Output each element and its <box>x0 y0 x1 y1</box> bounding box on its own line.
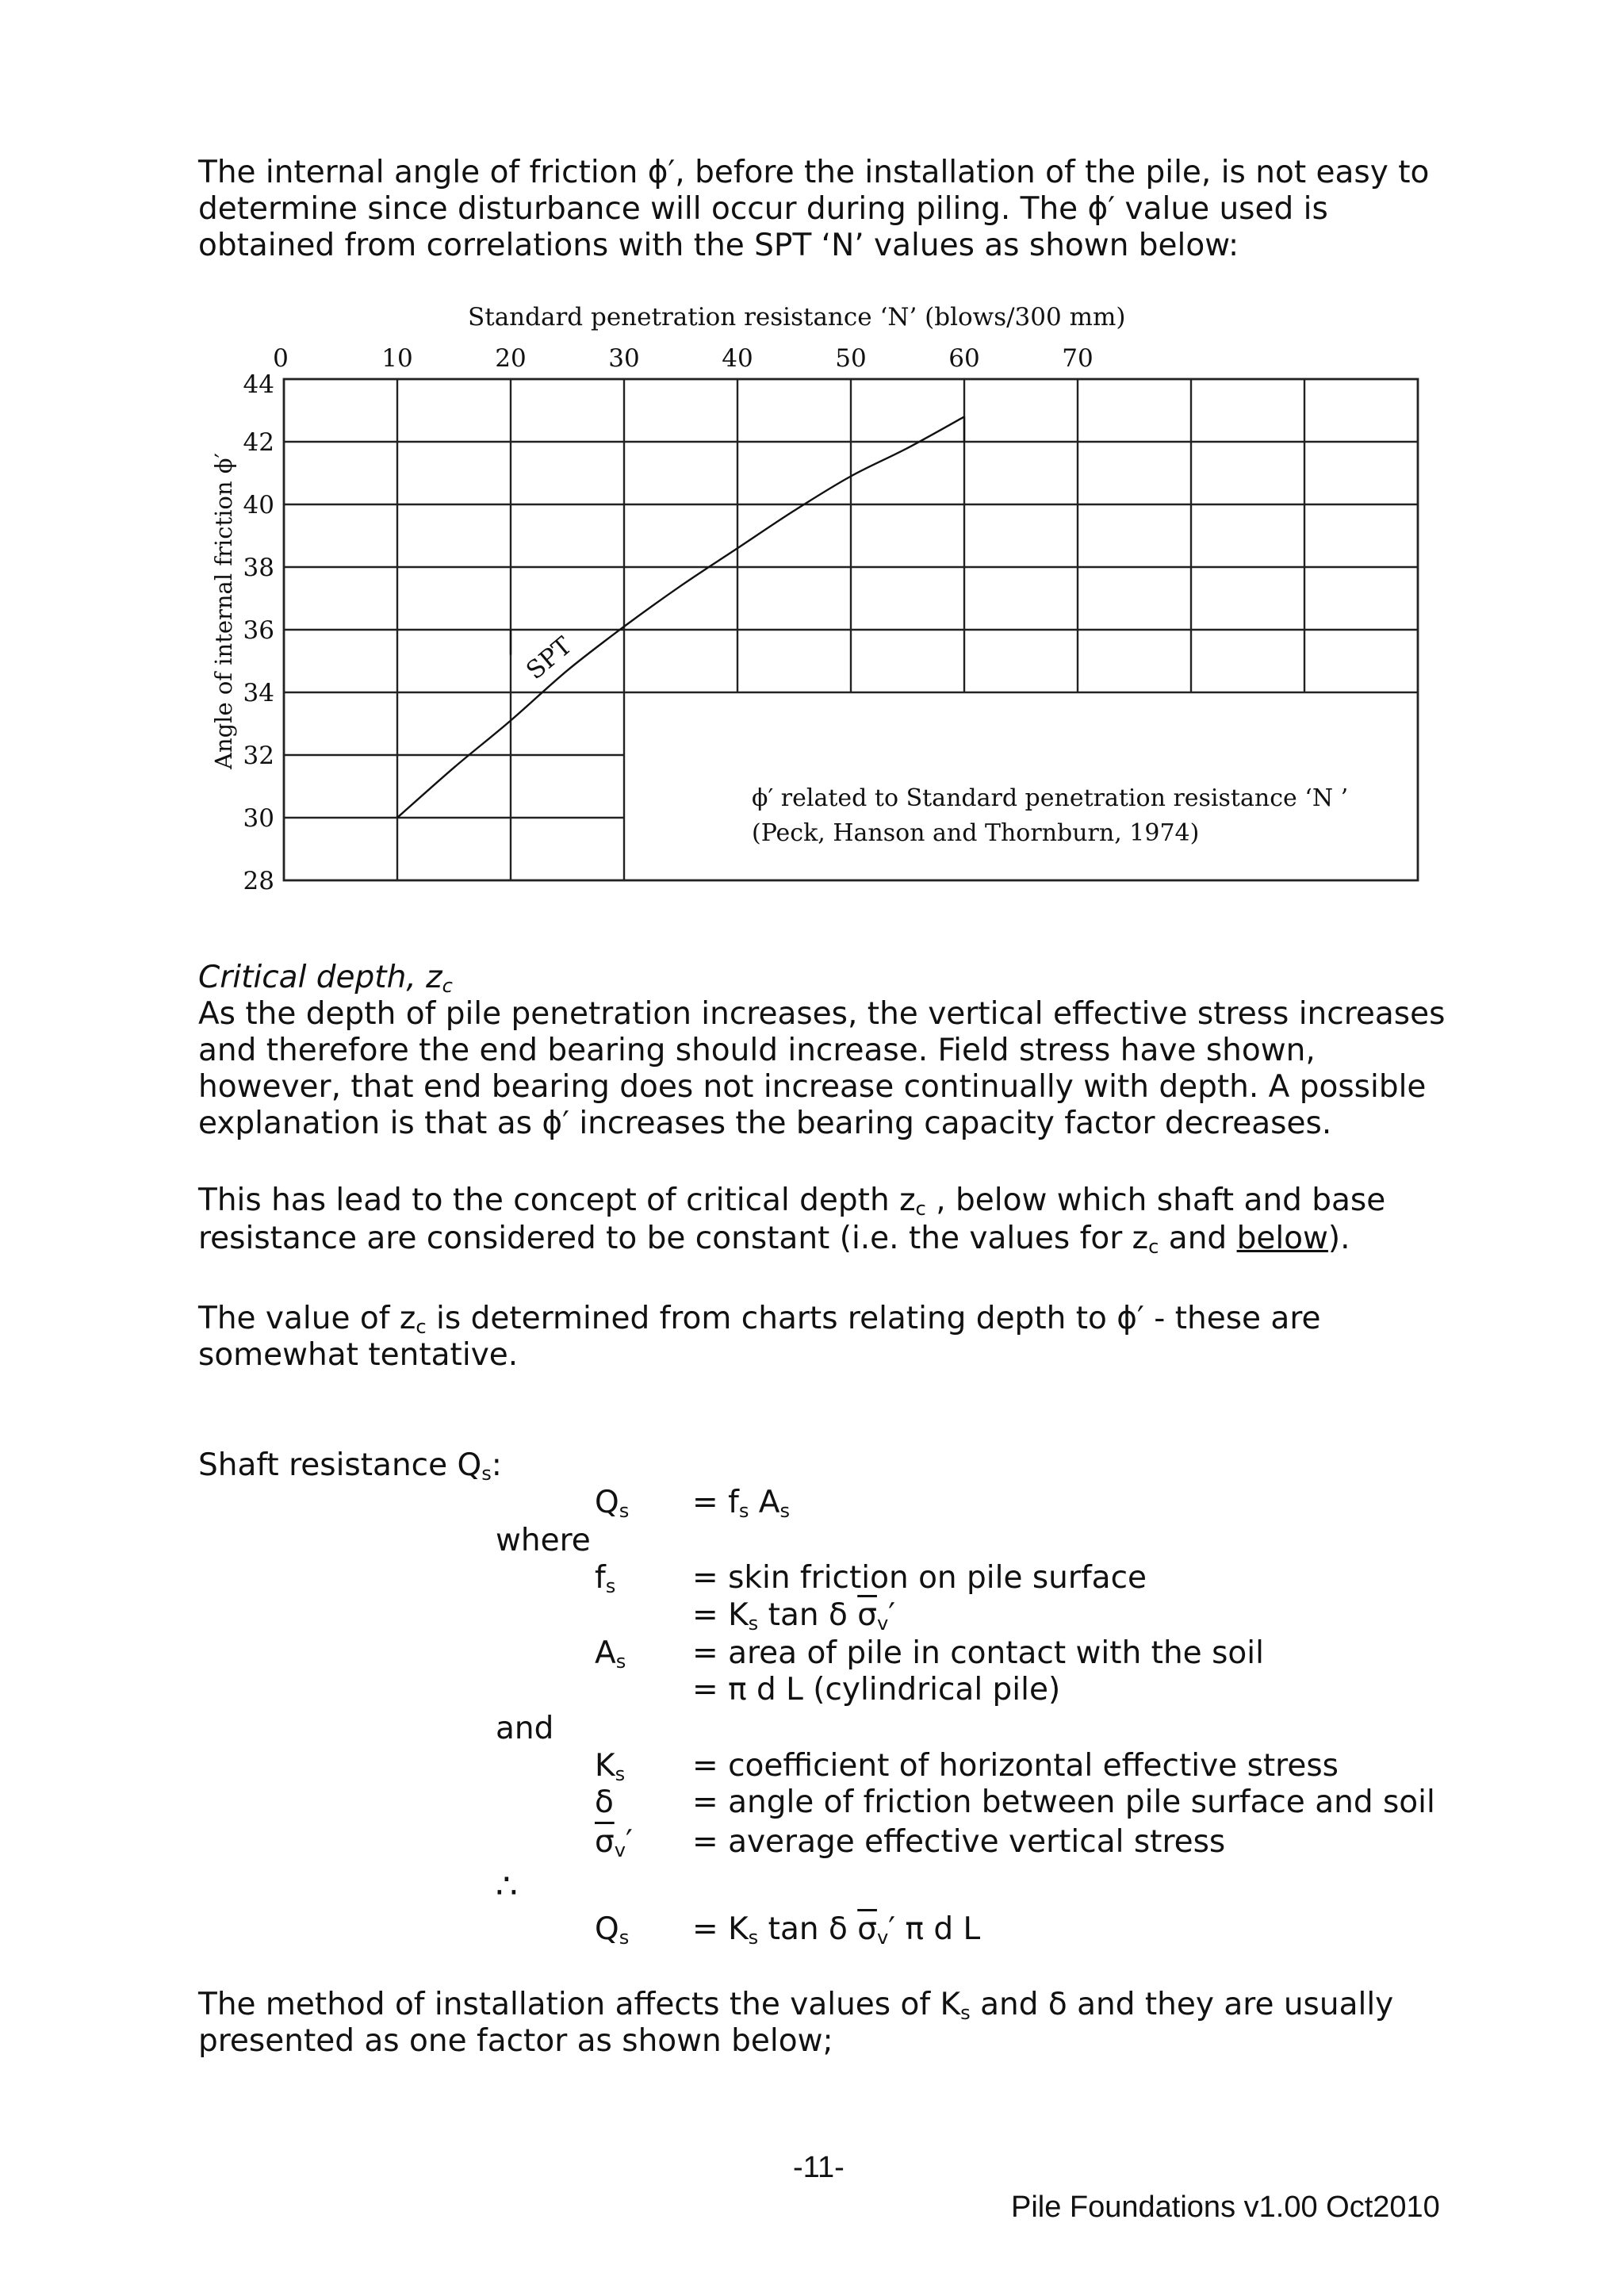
subscript: s <box>738 1500 749 1523</box>
therefore-symbol: ∴ <box>496 1866 518 1907</box>
prime: ′ <box>626 1824 633 1860</box>
y-tick-label: 40 <box>243 491 274 519</box>
paragraph-line: presented as one factor as shown below; <box>198 2023 833 2059</box>
subscript: s <box>615 1763 626 1786</box>
x-axis-ticks <box>273 344 1094 373</box>
paragraph-line <box>198 1182 1451 1220</box>
intro-line: The internal angle of friction ϕ′, before the installation of the pile, is not easy to <box>198 155 1430 190</box>
y-tick-label: 30 <box>243 804 274 833</box>
text-run: tan δ <box>758 1597 858 1633</box>
equation-shaft-final <box>692 1911 980 1948</box>
shaft-resistance-heading <box>198 1447 502 1484</box>
text-run: is determined from charts relating depth to ϕ′ - these are <box>426 1301 1321 1336</box>
subscript: v <box>876 1926 889 1949</box>
text-run: The method of installation affects the values of K <box>198 1987 961 2022</box>
underlined-text: below <box>1236 1221 1328 1256</box>
prime: ′ <box>888 1911 896 1947</box>
y-tick-label: 28 <box>243 867 274 895</box>
definition-skin-friction: = skin friction on pile surface <box>692 1560 1147 1596</box>
symbol-f <box>595 1560 615 1596</box>
y-tick-label: 44 <box>243 370 274 399</box>
text-run: = K <box>692 1597 749 1633</box>
sigma-bar: $\overline{\sigma}$ <box>857 1597 877 1633</box>
subscript: c <box>1148 1236 1159 1259</box>
subscript: s <box>615 1650 626 1673</box>
text-run: Q <box>595 1911 619 1947</box>
y-tick-label: 36 <box>243 616 274 645</box>
page-number: -11- <box>793 2151 845 2184</box>
text-run: Q <box>595 1485 619 1520</box>
y-tick-label: 34 <box>243 679 274 707</box>
text-run: and δ and they are usually <box>970 1987 1394 2022</box>
definition-delta: = angle of friction between pile surface and soil <box>692 1784 1435 1820</box>
symbol-k <box>595 1748 625 1784</box>
y-tick-label: 42 <box>243 428 274 457</box>
subscript: s <box>960 2002 971 2025</box>
definition-sigma: = average effective vertical stress <box>692 1824 1226 1860</box>
where-label: where <box>496 1523 591 1558</box>
subscript: s <box>481 1462 492 1485</box>
paragraph-line: and therefore the end bearing should increase. Field stress have shown, <box>198 1033 1316 1068</box>
heading-subscript: c <box>442 975 453 998</box>
paragraph-line <box>198 1301 1451 1337</box>
text-run: : <box>491 1447 502 1483</box>
text-run: ). <box>1327 1221 1350 1256</box>
paragraph-line <box>198 1220 1451 1258</box>
text-run: K <box>595 1748 615 1784</box>
symbol-q-final <box>595 1911 629 1948</box>
equation-area: = π d L (cylindrical pile) <box>692 1672 1061 1708</box>
x-tick-label: 50 <box>835 344 867 373</box>
footer-doc-title: Pile Foundations v1.00 Oct2010 <box>1011 2191 1440 2224</box>
critical-paragraph-1 <box>198 996 1451 1142</box>
text-run: resistance are considered to be constant (i.e. the values for z <box>198 1221 1149 1256</box>
text-run: A <box>595 1635 616 1671</box>
x-tick-label: 20 <box>495 344 527 373</box>
text-run: Shaft resistance Q <box>198 1447 482 1483</box>
definition-area: = area of pile in contact with the soil <box>692 1635 1264 1671</box>
symbol-delta: δ <box>595 1784 614 1820</box>
equation-shaft <box>692 1485 790 1521</box>
text-run: = K <box>692 1911 749 1947</box>
x-tick-label: 10 <box>381 344 413 373</box>
symbol-a <box>595 1635 626 1672</box>
heading-text: Critical depth, z <box>198 960 442 995</box>
paragraph-line: As the depth of pile penetration increases, the vertical effective stress increases <box>198 996 1446 1032</box>
definition-coefficient: = coefficient of horizontal effective stress <box>692 1748 1339 1784</box>
x-tick-label: 60 <box>948 344 980 373</box>
subscript: s <box>619 1926 630 1949</box>
and-label: and <box>496 1711 554 1746</box>
text-run: , below which shaft and base <box>925 1182 1386 1218</box>
intro-paragraph <box>198 155 1451 264</box>
text-run: = f <box>692 1485 739 1520</box>
critical-depth-heading <box>198 960 453 996</box>
paragraph-line: somewhat tentative. <box>198 1337 519 1373</box>
closing-paragraph <box>198 1987 1451 2060</box>
text-run: and <box>1159 1221 1237 1256</box>
x-tick-label: 70 <box>1062 344 1094 373</box>
text-run: f <box>595 1560 606 1596</box>
x-tick-label: 0 <box>273 344 289 373</box>
text-run: tan δ <box>758 1911 858 1947</box>
subscript: s <box>605 1575 616 1598</box>
text-run: π d L <box>895 1911 981 1947</box>
equation-skin-friction <box>692 1597 895 1634</box>
spt-friction-angle-chart <box>198 293 1435 904</box>
intro-line: obtained from correlations with the SPT ‘N’ values as shown below: <box>198 228 1239 263</box>
text-run: This has lead to the concept of critical depth z <box>198 1182 916 1218</box>
subscript: s <box>748 1612 759 1635</box>
subscript: v <box>876 1612 889 1635</box>
critical-paragraph-3 <box>198 1301 1451 1374</box>
symbol-sigma <box>595 1824 633 1861</box>
critical-paragraph-2 <box>198 1182 1451 1258</box>
x-tick-label: 30 <box>608 344 640 373</box>
chart-series <box>397 416 964 818</box>
chart-annotation-line2: (Peck, Hanson and Thornburn, 1974) <box>752 819 1200 847</box>
paragraph-line: however, that end bearing does not increase continually with depth. A possible <box>198 1069 1427 1105</box>
subscript: c <box>915 1198 926 1221</box>
chart-annotation-line1: ϕ′ related to Standard penetration resistance ‘N ’ <box>752 784 1349 812</box>
subscript: v <box>614 1839 626 1862</box>
series-label-spt: SPT <box>521 631 578 686</box>
sigma-bar: $\overline{\sigma}$ <box>857 1911 877 1947</box>
y-axis-label: Angle of internal friction ϕ′ <box>210 452 237 769</box>
paragraph-line <box>198 1987 1451 2023</box>
subscript: s <box>619 1500 630 1523</box>
x-tick-label: 40 <box>722 344 753 373</box>
text-run: A <box>749 1485 780 1520</box>
paragraph-line: explanation is that as ϕ′ increases the bearing capacity factor decreases. <box>198 1106 1332 1141</box>
series-line-spt <box>397 416 964 818</box>
subscript: s <box>779 1500 791 1523</box>
y-tick-label: 32 <box>243 742 274 770</box>
intro-line: determine since disturbance will occur during piling. The ϕ′ value used is <box>198 191 1328 227</box>
y-axis-ticks <box>243 370 274 895</box>
chart-title: Standard penetration resistance ‘N’ (blows/300 mm) <box>468 303 1126 332</box>
y-tick-label: 38 <box>243 554 274 582</box>
text-run: The value of z <box>198 1301 416 1336</box>
prime: ′ <box>888 1597 896 1633</box>
subscript: s <box>748 1926 759 1949</box>
subscript: c <box>416 1316 427 1339</box>
sigma-bar: $\overline{\sigma}$ <box>595 1824 615 1860</box>
symbol-q <box>595 1485 629 1521</box>
